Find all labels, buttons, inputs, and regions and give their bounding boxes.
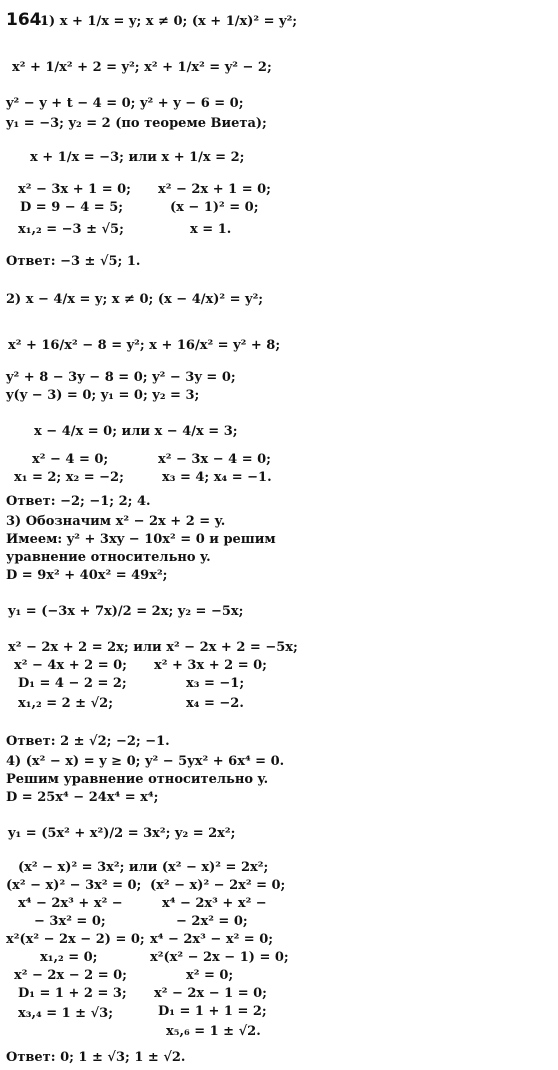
math-line: x₃,₄ = 1 ± √3;: [18, 1006, 113, 1021]
math-line: D = 9x² + 40x² = 49x²;: [6, 568, 168, 583]
math-line: x²(x² − 2x − 1) = 0;: [150, 950, 289, 965]
math-line: Ответ: −2; −1; 2; 4.: [6, 494, 151, 509]
math-line: x² − 3x − 4 = 0;: [158, 452, 271, 467]
math-line: Решим уравнение относительно y.: [6, 772, 269, 787]
math-line: D₁ = 1 + 1 = 2;: [158, 1004, 267, 1019]
math-line: (x² − x)² − 3x² = 0;: [6, 878, 142, 893]
problem-number: 164.: [6, 10, 48, 30]
math-line: x² − 2x − 2 = 0;: [14, 968, 127, 983]
math-line: x₄ = −2.: [186, 696, 244, 711]
math-line: x⁴ − 2x³ − x² = 0;: [150, 932, 274, 947]
math-line: 4) (x² − x) = y ≥ 0; y² − 5yx² + 6x⁴ = 0.: [6, 754, 285, 769]
math-line: x⁴ − 2x³ + x² −: [18, 896, 123, 911]
math-line: x = 1.: [190, 222, 232, 237]
math-line: (x² − x)² = 3x²; или (x² − x)² = 2x²;: [18, 860, 269, 875]
math-line: x² − 2x + 1 = 0;: [158, 182, 271, 197]
math-line: y₁ = (5x² + x²)/2 = 3x²; y₂ = 2x²;: [8, 826, 236, 841]
math-line: D = 9 − 4 = 5;: [20, 200, 124, 215]
math-line: x² − 2x − 1 = 0;: [154, 986, 267, 1001]
math-line: уравнение относительно y.: [6, 550, 211, 565]
math-line: x² − 4 = 0;: [32, 452, 109, 467]
math-line: 2) x − 4/x = y; x ≠ 0; (x − 4/x)² = y²;: [6, 292, 264, 307]
math-line: Ответ: 2 ± √2; −2; −1.: [6, 734, 170, 749]
math-line: y₁ = −3; y₂ = 2 (по теореме Виета);: [6, 116, 267, 131]
math-line: D = 25x⁴ − 24x⁴ = x⁴;: [6, 790, 159, 805]
math-line: y(y − 3) = 0; y₁ = 0; y₂ = 3;: [6, 388, 200, 403]
math-line: y₁ = (−3x + 7x)/2 = 2x; y₂ = −5x;: [8, 604, 244, 619]
math-line: D₁ = 4 − 2 = 2;: [18, 676, 127, 691]
math-line: y² + 8 − 3y − 8 = 0; y² − 3y = 0;: [6, 370, 236, 385]
math-line: x² + 1/x² + 2 = y²; x² + 1/x² = y² − 2;: [12, 60, 272, 75]
math-line: x₁ = 2; x₂ = −2;: [14, 470, 124, 485]
math-line: x² − 4x + 2 = 0;: [14, 658, 127, 673]
math-line: x₃ = 4; x₄ = −1.: [162, 470, 272, 485]
math-line: 3) Обозначим x² − 2x + 2 = y.: [6, 514, 226, 529]
math-line: D₁ = 1 + 2 = 3;: [18, 986, 127, 1001]
math-line: x₁,₂ = 2 ± √2;: [18, 696, 113, 711]
math-line: x + 1/x = −3; или x + 1/x = 2;: [30, 150, 245, 165]
math-line: − 2x² = 0;: [176, 914, 248, 929]
math-line: x − 4/x = 0; или x − 4/x = 3;: [34, 424, 238, 439]
math-line: Ответ: −3 ± √5; 1.: [6, 254, 141, 269]
math-line: x₃ = −1;: [186, 676, 245, 691]
math-line: (x − 1)² = 0;: [170, 200, 259, 215]
math-line: x² = 0;: [186, 968, 234, 983]
math-line: x² − 3x + 1 = 0;: [18, 182, 131, 197]
math-line: − 3x² = 0;: [34, 914, 106, 929]
math-line: x²(x² − 2x − 2) = 0;: [6, 932, 145, 947]
math-line: x₁,₂ = −3 ± √5;: [18, 222, 124, 237]
math-line: Имеем: y² + 3xy − 10x² = 0 и решим: [6, 532, 276, 547]
math-line: x² + 16/x² − 8 = y²; x + 16/x² = y² + 8;: [8, 338, 281, 353]
math-line: 1) x + 1/x = y; x ≠ 0; (x + 1/x)² = y²;: [40, 14, 298, 29]
math-line: x⁴ − 2x³ + x² −: [162, 896, 267, 911]
math-line: y² − y + t − 4 = 0; y² + y − 6 = 0;: [6, 96, 244, 111]
math-line: x² − 2x + 2 = 2x; или x² − 2x + 2 = −5x;: [8, 640, 298, 655]
math-line: x₁,₂ = 0;: [40, 950, 98, 965]
math-line: x² + 3x + 2 = 0;: [154, 658, 267, 673]
math-line: Ответ: 0; 1 ± √3; 1 ± √2.: [6, 1050, 186, 1065]
math-line: x₅,₆ = 1 ± √2.: [166, 1024, 261, 1039]
math-line: (x² − x)² − 2x² = 0;: [150, 878, 286, 893]
